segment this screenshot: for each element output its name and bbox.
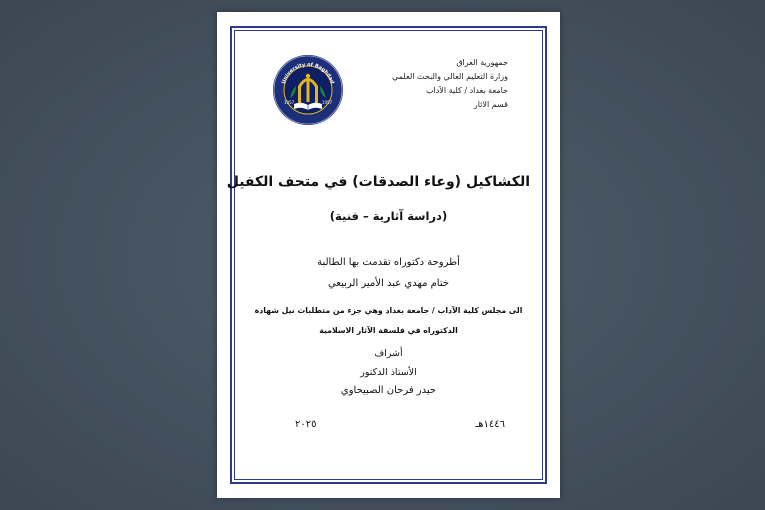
ministry-line: وزارة التعليم العالي والبحث العلمي <box>392 72 508 81</box>
student-name: ختام مهدي عبد الأمير الربيعي <box>327 278 450 289</box>
university-of-baghdad-logo <box>272 54 344 126</box>
country-line: جمهورية العراق <box>456 58 508 67</box>
logo-year-left: 1957 <box>284 100 295 105</box>
supervisor-title: الأستاذ الدكتور <box>360 367 417 378</box>
institution-header <box>392 56 508 112</box>
logo-year-right: 1957 <box>322 100 333 105</box>
date-gregorian: ٢٠٢٥ <box>295 419 317 430</box>
thesis-statement: أطروحة دكتوراه تقدمت بها الطالبة <box>317 257 460 268</box>
supervisor-name: حيدر فرحان الصبيحاوي <box>340 385 437 396</box>
thesis-title: الكشاكيل (وعاء الصدقات) في متحف الكفيل <box>226 174 530 190</box>
supervision-label: أشراف <box>374 348 403 359</box>
council-line-2: الدكتوراه في فلسفة الآثار الاسلامية <box>319 326 458 335</box>
document-page <box>217 12 560 498</box>
logo-ring-text: University of Baghdad <box>280 61 336 85</box>
date-hijri: ١٤٤٦هـ <box>475 419 505 430</box>
thesis-subtitle: (دراسة آثارية – فنية) <box>329 209 448 223</box>
university-college-line: جامعة بغداد / كلية الآداب <box>425 86 508 95</box>
council-line-1: الى مجلس كلية الآداب / جامعة بغداد وهي جزء من متطلبات نيل شهادة <box>254 306 523 315</box>
department-line: قسم الاثار <box>473 100 508 109</box>
